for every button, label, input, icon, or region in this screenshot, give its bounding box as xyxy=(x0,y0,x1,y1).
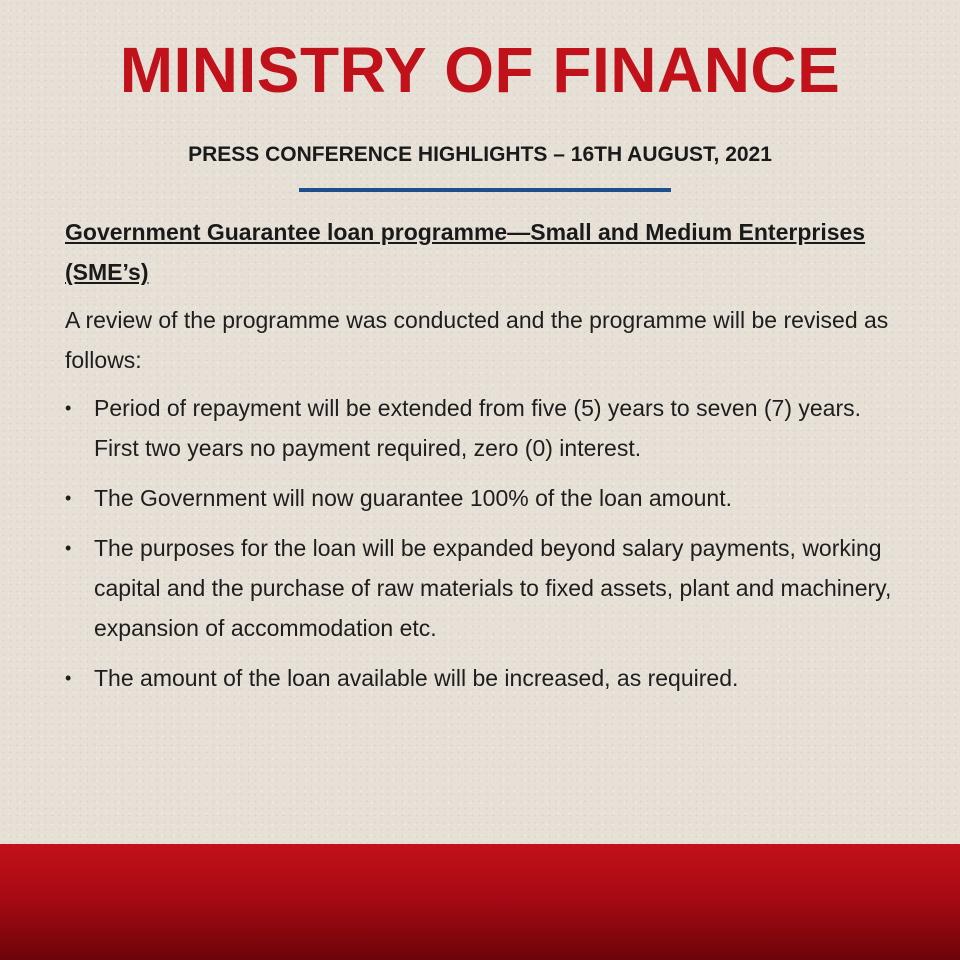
bullet-icon: • xyxy=(65,488,72,508)
content-section xyxy=(65,212,895,708)
list-item-text: The amount of the loan available will be increased, as required. xyxy=(94,665,739,691)
list-item-text: The Government will now guarantee 100% of the loan amount. xyxy=(94,485,732,511)
bullet-icon: • xyxy=(65,538,72,558)
list-item xyxy=(65,388,895,468)
list-item xyxy=(65,658,895,698)
intro-paragraph: A review of the programme was conducted and the programme will be revised as follows: xyxy=(65,307,889,373)
subtitle: PRESS CONFERENCE HIGHLIGHTS – 16TH AUGUST, 2021 xyxy=(188,143,772,166)
page-title: MINISTRY OF FINANCE xyxy=(119,34,841,106)
list-item-text: The purposes for the loan will be expanded beyond salary payments, working capital and the purchase of raw materials to fixed assets, plant and machinery, expansion of accommodation etc. xyxy=(94,535,892,641)
list-item xyxy=(65,528,895,648)
bullet-icon: • xyxy=(65,668,72,688)
bullet-icon: • xyxy=(65,398,72,418)
bullet-list xyxy=(65,388,895,698)
footer-band xyxy=(0,844,960,960)
divider-line xyxy=(299,188,671,192)
list-item xyxy=(65,478,895,518)
section-heading: Government Guarantee loan programme—Small and Medium Enterprises (SME’s) xyxy=(65,219,866,285)
list-item-text: Period of repayment will be extended from five (5) years to seven (7) years. First two years no payment required, zero (0) interest. xyxy=(94,395,862,461)
